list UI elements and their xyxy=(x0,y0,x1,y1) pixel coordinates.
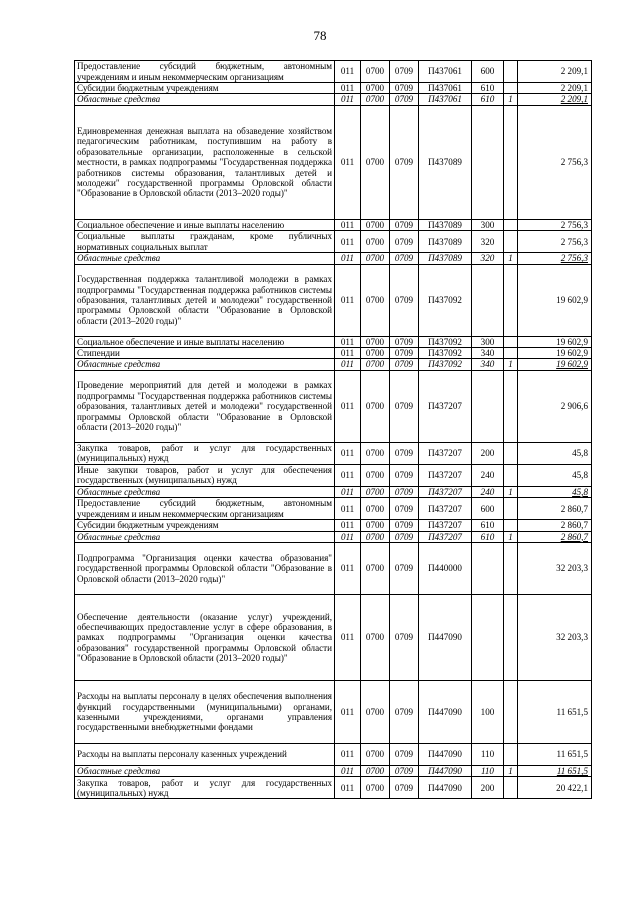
row-subsection-code: 0709 xyxy=(390,498,419,520)
row-name: Областные средства xyxy=(75,766,335,777)
row-source-code xyxy=(504,442,518,464)
row-grbs-code: 011 xyxy=(335,336,361,347)
row-amount: 32 203,3 xyxy=(518,595,592,681)
row-target-article-code: П437092 xyxy=(419,348,472,359)
row-target-article-code: П437207 xyxy=(419,531,472,542)
row-source-code xyxy=(504,336,518,347)
row-amount: 45,8 xyxy=(518,486,592,497)
row-subsection-code: 0709 xyxy=(390,336,419,347)
row-name: Областные средства xyxy=(75,486,335,497)
table-row xyxy=(75,219,592,230)
row-amount: 2 860,7 xyxy=(518,498,592,520)
row-expense-type-code xyxy=(472,595,504,681)
row-amount: 45,8 xyxy=(518,442,592,464)
row-name: Предоставление субсидий бюджетным, автономным учреждениям и иным некоммерческим организациям xyxy=(75,61,335,83)
row-grbs-code: 011 xyxy=(335,370,361,442)
table-row xyxy=(75,520,592,531)
budget-table xyxy=(74,60,592,799)
row-section-code: 0700 xyxy=(361,464,390,486)
row-section-code: 0700 xyxy=(361,348,390,359)
row-source-code xyxy=(504,777,518,799)
row-amount: 11 651,5 xyxy=(518,744,592,766)
row-name: Областные средства xyxy=(75,253,335,264)
row-subsection-code: 0709 xyxy=(390,777,419,799)
row-section-code: 0700 xyxy=(361,219,390,230)
row-expense-type-code: 240 xyxy=(472,486,504,497)
row-expense-type-code: 600 xyxy=(472,61,504,83)
row-grbs-code: 011 xyxy=(335,531,361,542)
row-grbs-code: 011 xyxy=(335,498,361,520)
row-name: Социальное обеспечение и иные выплаты населению xyxy=(75,219,335,230)
row-subsection-code: 0709 xyxy=(390,253,419,264)
row-source-code xyxy=(504,595,518,681)
row-grbs-code: 011 xyxy=(335,105,361,219)
row-source-code xyxy=(504,264,518,336)
row-amount: 2 860,7 xyxy=(518,531,592,542)
row-grbs-code: 011 xyxy=(335,777,361,799)
table-row xyxy=(75,442,592,464)
row-grbs-code: 011 xyxy=(335,543,361,595)
row-source-code xyxy=(504,520,518,531)
row-target-article-code: П437092 xyxy=(419,264,472,336)
row-section-code: 0700 xyxy=(361,359,390,370)
row-grbs-code: 011 xyxy=(335,264,361,336)
row-section-code: 0700 xyxy=(361,61,390,83)
row-target-article-code: П437207 xyxy=(419,520,472,531)
row-source-code: 1 xyxy=(504,766,518,777)
row-target-article-code: П447090 xyxy=(419,777,472,799)
row-section-code: 0700 xyxy=(361,231,390,253)
table-row xyxy=(75,94,592,105)
table-row xyxy=(75,253,592,264)
row-name: Закупка товаров, работ и услуг для государственных (муниципальных) нужд xyxy=(75,777,335,799)
row-expense-type-code: 110 xyxy=(472,744,504,766)
row-source-code xyxy=(504,348,518,359)
row-name: Государственная поддержка талантливой молодежи в рамках подпрограммы "Государственная поддержка работников системы образования, талантливых детей и молодежи" государственной программы Орловской области "Образование в Орловской области (2013–2020 годы)" xyxy=(75,264,335,336)
row-expense-type-code: 300 xyxy=(472,336,504,347)
row-grbs-code: 011 xyxy=(335,442,361,464)
row-expense-type-code: 610 xyxy=(472,520,504,531)
row-expense-type-code: 200 xyxy=(472,777,504,799)
row-target-article-code: П437092 xyxy=(419,359,472,370)
row-source-code: 1 xyxy=(504,531,518,542)
row-subsection-code: 0709 xyxy=(390,442,419,464)
row-grbs-code: 011 xyxy=(335,94,361,105)
row-subsection-code: 0709 xyxy=(390,219,419,230)
row-grbs-code: 011 xyxy=(335,766,361,777)
row-expense-type-code: 340 xyxy=(472,348,504,359)
row-grbs-code: 011 xyxy=(335,83,361,94)
table-row xyxy=(75,370,592,442)
row-target-article-code: П437089 xyxy=(419,105,472,219)
row-expense-type-code xyxy=(472,264,504,336)
row-name: Субсидии бюджетным учреждениям xyxy=(75,520,335,531)
row-subsection-code: 0709 xyxy=(390,231,419,253)
row-expense-type-code xyxy=(472,105,504,219)
row-name: Иные закупки товаров, работ и услуг для обеспечения государственных (муниципальных) нужд xyxy=(75,464,335,486)
row-section-code: 0700 xyxy=(361,370,390,442)
row-amount: 19 602,9 xyxy=(518,336,592,347)
row-target-article-code: П437207 xyxy=(419,442,472,464)
row-subsection-code: 0709 xyxy=(390,543,419,595)
row-subsection-code: 0709 xyxy=(390,370,419,442)
row-source-code xyxy=(504,543,518,595)
row-grbs-code: 011 xyxy=(335,744,361,766)
row-amount: 2 756,3 xyxy=(518,253,592,264)
row-subsection-code: 0709 xyxy=(390,486,419,497)
row-subsection-code: 0709 xyxy=(390,348,419,359)
row-subsection-code: 0709 xyxy=(390,681,419,744)
row-section-code: 0700 xyxy=(361,520,390,531)
row-name: Субсидии бюджетным учреждениям xyxy=(75,83,335,94)
row-section-code: 0700 xyxy=(361,681,390,744)
row-amount: 11 651,5 xyxy=(518,766,592,777)
row-name: Социальные выплаты гражданам, кроме публичных нормативных социальных выплат xyxy=(75,231,335,253)
row-target-article-code: П437061 xyxy=(419,94,472,105)
table-row xyxy=(75,61,592,83)
table-row xyxy=(75,531,592,542)
row-grbs-code: 011 xyxy=(335,359,361,370)
row-grbs-code: 011 xyxy=(335,348,361,359)
row-target-article-code: П447090 xyxy=(419,681,472,744)
row-subsection-code: 0709 xyxy=(390,359,419,370)
row-name: Подпрограмма "Организация оценки качества образования" государственной программы Орловской области "Образование в Орловской области (2013–2020 годы)" xyxy=(75,543,335,595)
row-expense-type-code: 240 xyxy=(472,464,504,486)
row-target-article-code: П437207 xyxy=(419,498,472,520)
table-row xyxy=(75,264,592,336)
row-source-code xyxy=(504,464,518,486)
row-amount: 2 906,6 xyxy=(518,370,592,442)
row-expense-type-code: 610 xyxy=(472,531,504,542)
row-expense-type-code: 100 xyxy=(472,681,504,744)
row-source-code: 1 xyxy=(504,486,518,497)
table-row xyxy=(75,744,592,766)
row-target-article-code: П447090 xyxy=(419,595,472,681)
row-target-article-code: П437207 xyxy=(419,370,472,442)
row-name: Расходы на выплаты персоналу в целях обеспечения выполнения функций государственными (муниципальными) органами, казенными учреждениями, органами управления государственными внебюджетными фондами xyxy=(75,681,335,744)
row-grbs-code: 011 xyxy=(335,253,361,264)
row-section-code: 0700 xyxy=(361,94,390,105)
row-subsection-code: 0709 xyxy=(390,744,419,766)
row-subsection-code: 0709 xyxy=(390,264,419,336)
row-grbs-code: 011 xyxy=(335,595,361,681)
table-row xyxy=(75,464,592,486)
row-name: Единовременная денежная выплата на обзаведение хозяйством педагогическим работникам, поступившим на работу в образовательные организации, расположенные в сельской местности, в рамках подпрограммы "Государственная поддержка работников системы образования, талантливых детей и молодежи" государственной программы Орловской области "Образование в Орловской области (2013–2020 годы)" xyxy=(75,105,335,219)
table-row xyxy=(75,543,592,595)
row-name: Социальное обеспечение и иные выплаты населению xyxy=(75,336,335,347)
row-source-code: 1 xyxy=(504,359,518,370)
page-number: 78 xyxy=(313,28,327,43)
row-expense-type-code: 300 xyxy=(472,219,504,230)
row-expense-type-code: 320 xyxy=(472,231,504,253)
row-name: Расходы на выплаты персоналу казенных учреждений xyxy=(75,744,335,766)
row-section-code: 0700 xyxy=(361,543,390,595)
table-row xyxy=(75,486,592,497)
row-section-code: 0700 xyxy=(361,777,390,799)
table-body xyxy=(75,61,592,799)
row-section-code: 0700 xyxy=(361,486,390,497)
table-row xyxy=(75,595,592,681)
row-amount: 2 209,1 xyxy=(518,83,592,94)
row-expense-type-code: 320 xyxy=(472,253,504,264)
row-subsection-code: 0709 xyxy=(390,83,419,94)
row-section-code: 0700 xyxy=(361,766,390,777)
row-target-article-code: П437061 xyxy=(419,83,472,94)
row-subsection-code: 0709 xyxy=(390,766,419,777)
row-grbs-code: 011 xyxy=(335,520,361,531)
row-target-article-code: П437207 xyxy=(419,486,472,497)
row-source-code xyxy=(504,61,518,83)
row-section-code: 0700 xyxy=(361,264,390,336)
row-section-code: 0700 xyxy=(361,83,390,94)
row-section-code: 0700 xyxy=(361,442,390,464)
row-subsection-code: 0709 xyxy=(390,520,419,531)
row-source-code: 1 xyxy=(504,253,518,264)
table-row xyxy=(75,681,592,744)
row-source-code xyxy=(504,498,518,520)
row-amount: 19 602,9 xyxy=(518,264,592,336)
table-row xyxy=(75,766,592,777)
row-amount: 19 602,9 xyxy=(518,348,592,359)
row-expense-type-code: 610 xyxy=(472,83,504,94)
row-name: Стипендии xyxy=(75,348,335,359)
row-name: Обеспечение деятельности (оказание услуг) учреждений, обеспечивающих предоставление услуг в сфере образования, в рамках подпрограммы "Организация оценки качества образования" государственной программы Орловской области "Образование в Орловской области (2013–2020 годы)" xyxy=(75,595,335,681)
row-amount: 2 209,1 xyxy=(518,61,592,83)
row-source-code xyxy=(504,219,518,230)
row-expense-type-code: 610 xyxy=(472,94,504,105)
row-source-code: 1 xyxy=(504,94,518,105)
row-target-article-code: П447090 xyxy=(419,766,472,777)
row-subsection-code: 0709 xyxy=(390,105,419,219)
row-target-article-code: П437089 xyxy=(419,231,472,253)
row-section-code: 0700 xyxy=(361,498,390,520)
row-target-article-code: П437207 xyxy=(419,464,472,486)
row-expense-type-code: 110 xyxy=(472,766,504,777)
row-grbs-code: 011 xyxy=(335,486,361,497)
row-grbs-code: 011 xyxy=(335,681,361,744)
row-name: Предоставление субсидий бюджетным, автономным учреждениям и иным некоммерческим организациям xyxy=(75,498,335,520)
row-amount: 11 651,5 xyxy=(518,681,592,744)
row-source-code xyxy=(504,370,518,442)
row-grbs-code: 011 xyxy=(335,231,361,253)
table-row xyxy=(75,231,592,253)
row-name: Областные средства xyxy=(75,359,335,370)
row-name: Проведение мероприятий для детей и молодежи в рамках подпрограммы "Государственная поддержка работников системы образования, талантливых детей и молодежи" государственной программы Орловской области "Образование в Орловской области (2013–2020 годы)" xyxy=(75,370,335,442)
row-amount: 45,8 xyxy=(518,464,592,486)
row-expense-type-code xyxy=(472,370,504,442)
row-subsection-code: 0709 xyxy=(390,464,419,486)
row-source-code xyxy=(504,105,518,219)
row-amount: 2 860,7 xyxy=(518,520,592,531)
row-expense-type-code: 200 xyxy=(472,442,504,464)
row-expense-type-code: 600 xyxy=(472,498,504,520)
row-name: Областные средства xyxy=(75,531,335,542)
row-amount: 20 422,1 xyxy=(518,777,592,799)
row-source-code xyxy=(504,83,518,94)
row-section-code: 0700 xyxy=(361,336,390,347)
row-expense-type-code: 340 xyxy=(472,359,504,370)
table-row xyxy=(75,336,592,347)
row-amount: 19 602,9 xyxy=(518,359,592,370)
row-section-code: 0700 xyxy=(361,253,390,264)
row-amount: 2 756,3 xyxy=(518,231,592,253)
row-source-code xyxy=(504,681,518,744)
row-amount: 2 756,3 xyxy=(518,105,592,219)
row-target-article-code: П437089 xyxy=(419,253,472,264)
row-target-article-code: П440000 xyxy=(419,543,472,595)
row-expense-type-code xyxy=(472,543,504,595)
row-section-code: 0700 xyxy=(361,531,390,542)
row-subsection-code: 0709 xyxy=(390,61,419,83)
row-source-code xyxy=(504,231,518,253)
row-amount: 32 203,3 xyxy=(518,543,592,595)
row-name: Закупка товаров, работ и услуг для государственных (муниципальных) нужд xyxy=(75,442,335,464)
row-name: Областные средства xyxy=(75,94,335,105)
table-row xyxy=(75,777,592,799)
row-grbs-code: 011 xyxy=(335,219,361,230)
row-section-code: 0700 xyxy=(361,595,390,681)
row-target-article-code: П437061 xyxy=(419,61,472,83)
row-amount: 2 756,3 xyxy=(518,219,592,230)
row-target-article-code: П437089 xyxy=(419,219,472,230)
row-amount: 2 209,1 xyxy=(518,94,592,105)
row-target-article-code: П437092 xyxy=(419,336,472,347)
table-row xyxy=(75,498,592,520)
row-subsection-code: 0709 xyxy=(390,94,419,105)
row-subsection-code: 0709 xyxy=(390,531,419,542)
table-row xyxy=(75,359,592,370)
table-row xyxy=(75,83,592,94)
row-grbs-code: 011 xyxy=(335,61,361,83)
row-grbs-code: 011 xyxy=(335,464,361,486)
row-section-code: 0700 xyxy=(361,105,390,219)
row-source-code xyxy=(504,744,518,766)
table-row xyxy=(75,348,592,359)
table-row xyxy=(75,105,592,219)
row-subsection-code: 0709 xyxy=(390,595,419,681)
row-section-code: 0700 xyxy=(361,744,390,766)
row-target-article-code: П447090 xyxy=(419,744,472,766)
